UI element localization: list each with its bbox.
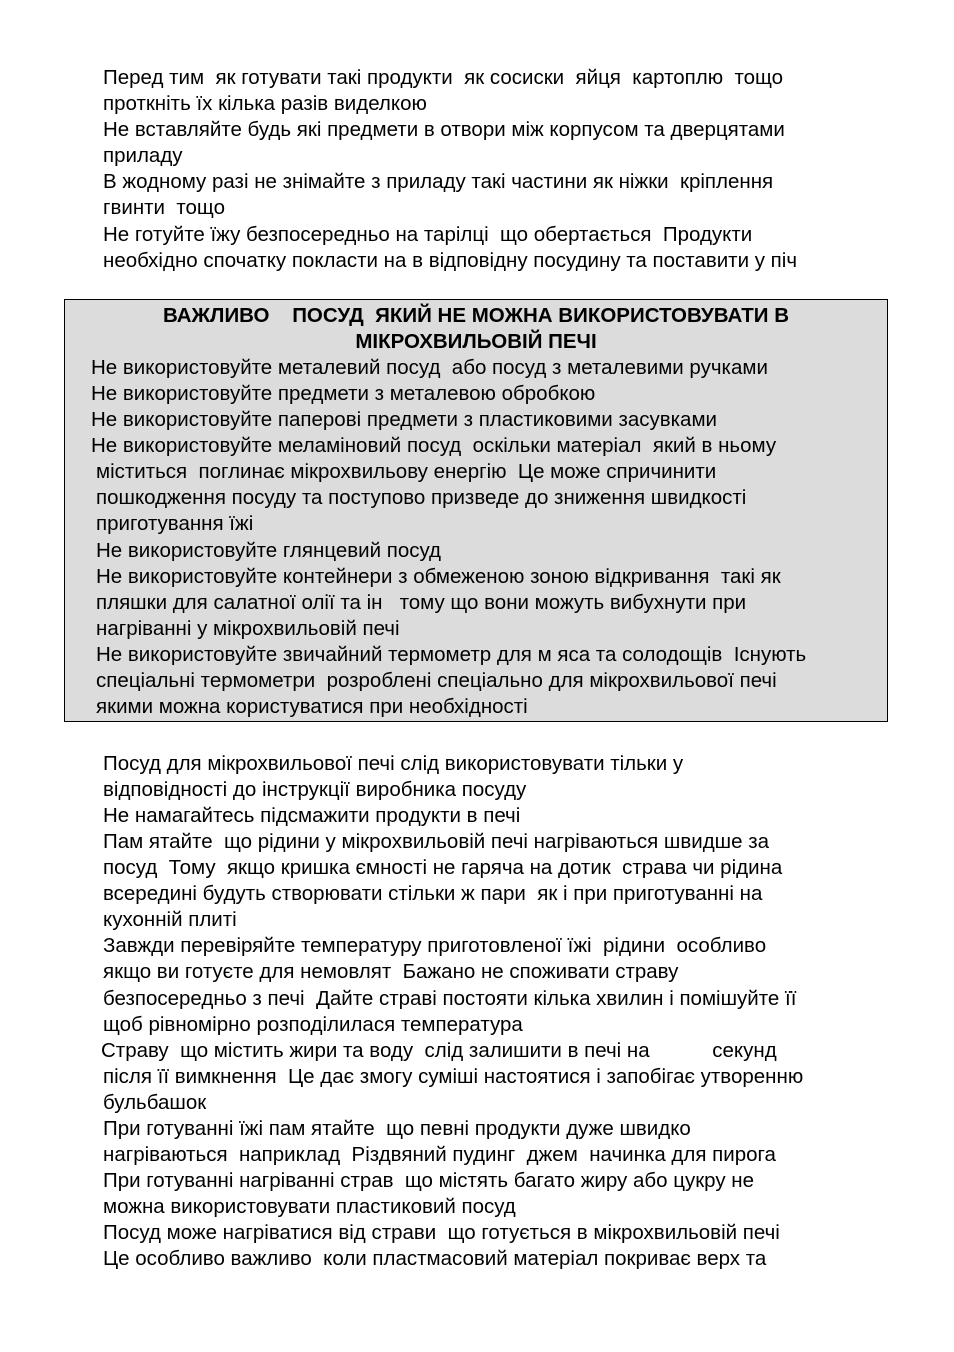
notice-line-5: міститься поглинає мікрохвильову енергію Це може спричинити (96, 460, 717, 483)
notice-title-line-2: МІКРОХВИЛЬОВІЙ ПЕЧІ (355, 330, 597, 353)
intro-line-2: проткніть їх кілька разів виделкою (103, 92, 427, 115)
intro-line-3: Не вставляйте будь які предмети в отвори між корпусом та дверцятами (103, 118, 785, 141)
body-line-7: кухонній плиті (103, 908, 237, 931)
body-line-13: після її вимкнення Це дає змогу суміші настоятися і запобігає утворенню (103, 1065, 804, 1088)
body-line-20: Це особливо важливо коли пластмасовий матеріал покриває верх та (103, 1247, 767, 1270)
notice-title-line-1: ВАЖЛИВО ПОСУД ЯКИЙ НЕ МОЖНА ВИКОРИСТОВУВАТИ В (162, 304, 790, 327)
notice-line-7: приготування їжі (96, 512, 254, 535)
intro-line-4: приладу (103, 144, 183, 167)
body-line-16: нагріваються наприклад Різдвяний пудинг джем начинка для пирога (103, 1143, 776, 1166)
notice-line-4: Не використовуйте меламіновий посуд оскільки матеріал який в ньому (91, 434, 777, 457)
body-line-4: Пам ятайте що рідини у мікрохвильовій печі нагріваються швидше за (103, 830, 770, 853)
body-line-9: якщо ви готуєте для немовлят Бажано не споживати страву (103, 960, 679, 983)
body-line-6: всередині будуть створювати стільки ж пари як і при приготуванні на (103, 882, 763, 905)
notice-line-9: Не використовуйте контейнери з обмеженою зоною відкривання такі як (96, 565, 781, 588)
body-line-5: посуд Тому якщо кришка ємності не гаряча на дотик страва чи рідина (103, 856, 783, 879)
notice-line-6: пошкодження посуду та поступово призведе до зниження швидкості (96, 486, 747, 509)
body-line-15: При готуванні їжі пам ятайте що певні продукти дуже швидко (103, 1117, 691, 1140)
body-line-18: можна використовувати пластиковий посуд (103, 1195, 516, 1218)
intro-line-1: Перед тим як готувати такі продукти як сосиски яйця картоплю тощо (103, 66, 784, 89)
body-line-14: бульбашок (103, 1091, 207, 1114)
notice-line-3: Не використовуйте паперові предмети з пластиковими засувками (91, 408, 718, 431)
notice-line-10: пляшки для салатної олії та ін тому що вони можуть вибухнути при (96, 591, 747, 614)
body-line-8: Завжди перевіряйте температуру приготовленої їжі рідини особливо (103, 934, 767, 957)
body-line-2: відповідності до інструкції виробника посуду (103, 778, 527, 801)
notice-line-11: нагріванні у мікрохвильовій печі (96, 617, 400, 640)
notice-line-12: Не використовуйте звичайний термометр для м яса та солодощів Існують (96, 643, 807, 666)
notice-line-13: спеціальні термометри розроблені спеціально для мікрохвильової печі (96, 669, 777, 692)
intro-line-6: гвинти тощо (103, 196, 225, 219)
body-line-12: Страву що містить жири та воду слід залишити в печі на секунд (101, 1039, 777, 1062)
body-line-3: Не намагайтесь підсмажити продукти в печі (103, 804, 521, 827)
intro-line-7: Не готуйте їжу безпосередньо на тарілці що обертається Продукти (103, 223, 753, 246)
notice-line-14: якими можна користуватися при необхідності (96, 695, 528, 718)
body-line-19: Посуд може нагріватися від страви що готується в мікрохвильовій печі (103, 1221, 780, 1244)
notice-line-2: Не використовуйте предмети з металевою обробкою (91, 382, 596, 405)
body-line-1: Посуд для мікрохвильової печі слід використовувати тільки у (103, 752, 684, 775)
notice-line-8: Не використовуйте глянцевий посуд (96, 539, 441, 562)
notice-line-1: Не використовуйте металевий посуд або посуд з металевими ручками (91, 356, 768, 379)
body-line-10: безпосередньо з печі Дайте страві постояти кілька хвилин і помішуйте її (103, 987, 797, 1010)
intro-line-5: В жодному разі не знімайте з приладу такі частини як ніжки кріплення (103, 170, 774, 193)
intro-line-8: необхідно спочатку покласти на в відповідну посудину та поставити у піч (103, 249, 797, 272)
body-line-17: При готуванні нагріванні страв що містять багато жиру або цукру не (103, 1169, 755, 1192)
body-line-11: щоб рівномірно розподілилася температура (103, 1013, 523, 1036)
